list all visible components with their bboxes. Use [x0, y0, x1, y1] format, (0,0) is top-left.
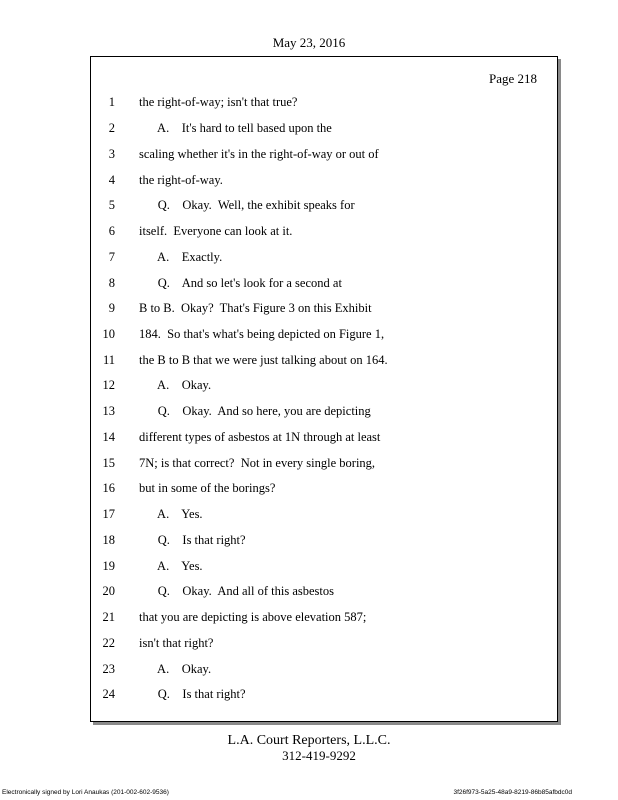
line-number: 1 [108, 95, 115, 109]
line-text: isn't that right? [139, 636, 214, 650]
document-hash: 3f26f973-5a25-48a9-8219-86b85afbdc0d [453, 789, 572, 796]
line-text: different types of asbestos at 1N through at least [139, 430, 381, 444]
line-text: Q. And so let's look for a second at [139, 276, 342, 290]
line-number: 17 [102, 507, 115, 521]
transcript-line [91, 170, 557, 190]
line-text: Q. Okay. Well, the exhibit speaks for [139, 198, 355, 212]
line-text: A. Okay. [139, 662, 212, 676]
line-number: 14 [102, 430, 115, 444]
transcript-line [91, 530, 557, 550]
line-text: Q. Okay. And so here, you are depicting [139, 404, 371, 418]
line-number: 20 [102, 584, 115, 598]
line-number: 12 [102, 378, 115, 392]
line-number: 15 [102, 456, 115, 470]
line-text: A. Okay. [139, 378, 212, 392]
transcript-line [91, 504, 557, 524]
line-number: 8 [108, 276, 115, 290]
line-text: B to B. Okay? That's Figure 3 on this Exhibit [139, 301, 372, 315]
transcript-line [91, 478, 557, 498]
transcript-line [91, 684, 557, 704]
electronic-signature: Electronically signed by Lori Anaukas (201-002-602-9536) [2, 789, 169, 796]
transcript-line [91, 401, 557, 421]
transcript-line [91, 659, 557, 679]
line-text: scaling whether it's in the right-of-way or out of [139, 147, 379, 161]
transcript-line [91, 144, 557, 164]
line-number: 9 [108, 301, 115, 315]
line-number: 18 [102, 533, 115, 547]
line-text: 7N; is that correct? Not in every single boring, [139, 456, 376, 470]
line-text: that you are depicting is above elevation 587; [139, 610, 367, 624]
line-text: Q. Is that right? [139, 687, 246, 701]
line-text: A. Yes. [139, 507, 203, 521]
transcript-line [91, 298, 557, 318]
transcript-date: May 23, 2016 [272, 35, 346, 50]
line-number: 19 [102, 559, 115, 573]
line-number: 22 [102, 636, 115, 650]
transcript-line [91, 453, 557, 473]
line-number: 4 [108, 173, 115, 187]
line-number: 16 [102, 481, 115, 495]
line-text: A. Exactly. [139, 250, 223, 264]
line-number: 7 [108, 250, 115, 264]
transcript-line [91, 195, 557, 215]
transcript-line [91, 118, 557, 138]
line-number: 2 [108, 121, 115, 135]
line-text: A. Yes. [139, 559, 203, 573]
transcript-line [91, 375, 557, 395]
line-number: 5 [108, 198, 115, 212]
transcript-line [91, 556, 557, 576]
line-number: 23 [102, 662, 115, 676]
line-number: 3 [108, 147, 115, 161]
line-number: 13 [102, 404, 115, 418]
transcript-line [91, 607, 557, 627]
line-number: 10 [102, 327, 115, 341]
transcript-line [91, 324, 557, 344]
line-text: Q. Is that right? [139, 533, 246, 547]
line-text: the B to B that we were just talking about on 164. [139, 353, 388, 367]
transcript-line [91, 581, 557, 601]
line-text: Q. Okay. And all of this asbestos [139, 584, 335, 598]
line-text: the right-of-way. [139, 173, 223, 187]
transcript-line [91, 350, 557, 370]
line-number: 24 [102, 687, 115, 701]
line-number: 11 [102, 353, 115, 367]
line-text: the right-of-way; isn't that true? [139, 95, 298, 109]
transcript-line [91, 221, 557, 241]
line-text: A. It's hard to tell based upon the [139, 121, 332, 135]
transcript-line [91, 427, 557, 447]
transcript-line [91, 247, 557, 267]
transcript-page [90, 56, 558, 722]
court-reporter-phone: 312-419-9292 [282, 748, 356, 763]
court-reporter-company: L.A. Court Reporters, L.L.C. [227, 733, 391, 748]
transcript-line [91, 273, 557, 293]
transcript-line [91, 92, 557, 112]
transcript-line [91, 633, 557, 653]
line-text: itself. Everyone can look at it. [139, 224, 293, 238]
line-number: 6 [108, 224, 115, 238]
page-number: Page 218 [488, 71, 537, 86]
line-text: 184. So that's what's being depicted on Figure 1, [139, 327, 385, 341]
line-text: but in some of the borings? [139, 481, 276, 495]
line-number: 21 [102, 610, 115, 624]
